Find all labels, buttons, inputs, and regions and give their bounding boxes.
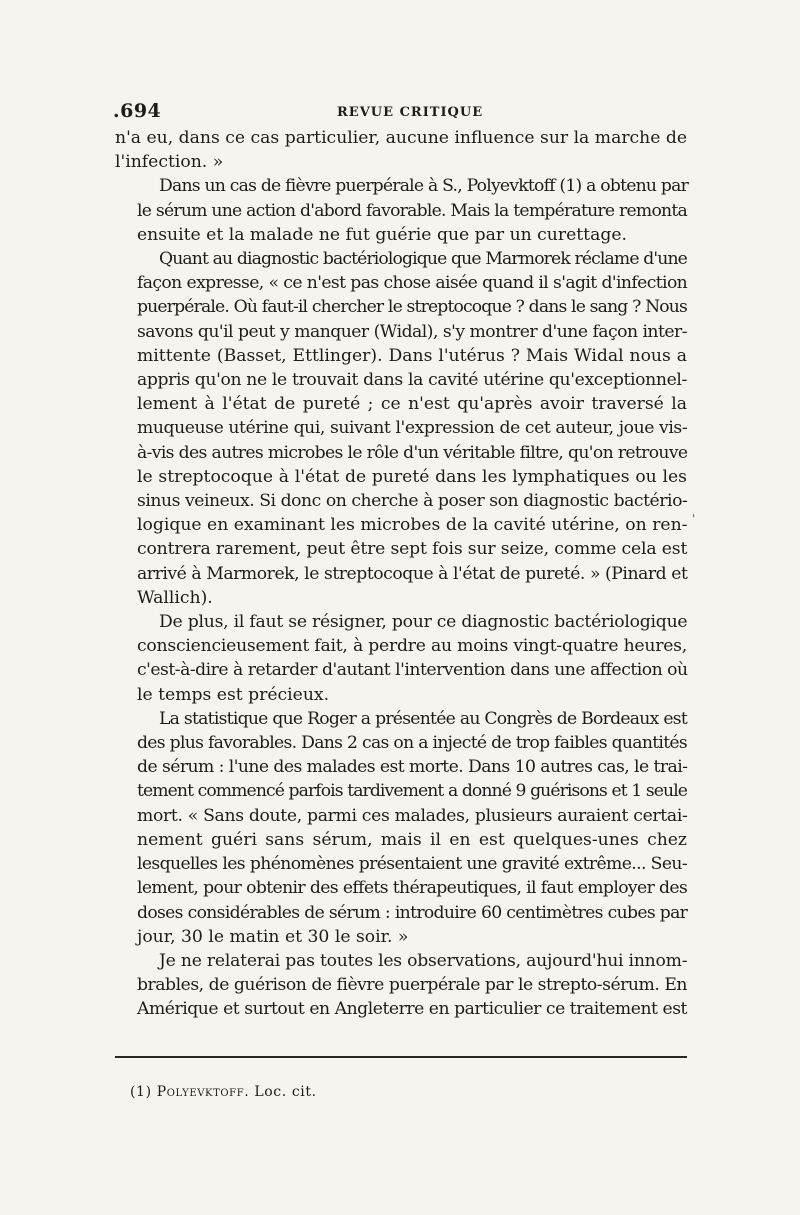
paragraph-2	[115, 174, 687, 247]
text-line: muqueuse utérine qui, suivant l'expression de cet auteur, joue vis-	[137, 418, 688, 439]
text-line: le temps est précieux.	[137, 684, 330, 705]
text-line: sinus veineux. Si donc on cherche à poser son diagnostic bactério-	[137, 491, 688, 512]
text-line: à-vis des autres microbes le rôle d'un véritable filtre, qu'on retrouve	[137, 442, 688, 463]
text-line: Wallich).	[137, 587, 213, 608]
text-line: lement, pour obtenir des effets thérapeutiques, il faut employer des	[137, 878, 688, 899]
text-line: mittente (Basset, Ettlinger). Dans l'utérus ? Mais Widal nous a	[137, 345, 687, 366]
text-line: consciencieusement fait, à perdre au moins vingt-quatre heures,	[137, 636, 687, 657]
body-text	[115, 126, 687, 1022]
page-number: .694	[113, 100, 162, 122]
paragraph-1	[115, 126, 687, 174]
margin-mark: '	[692, 512, 696, 526]
text-line: nement guéri sans sérum, mais il en est quelques-unes chez	[137, 829, 687, 850]
text-line: doses considérables de sérum : introduire 60 centimètres cubes par	[137, 902, 688, 923]
text-line: des plus favorables. Dans 2 cas on a injecté de trop faibles quantités	[137, 733, 687, 754]
text-line: jour, 30 le matin et 30 le soir. »	[137, 926, 409, 947]
text-line: logique en examinant les microbes de la cavité utérine, on ren-	[137, 515, 688, 536]
text-line: lement à l'état de pureté ; ce n'est qu'après avoir traversé la	[137, 394, 687, 415]
text-line: le streptocoque à l'état de pureté dans les lymphatiques ou les	[137, 466, 687, 487]
text-line: l'infection. »	[115, 152, 224, 173]
text-line: arrivé à Marmorek, le streptocoque à l'état de pureté. » (Pinard et	[137, 563, 688, 584]
text-line: le sérum une action d'abord favorable. Mais la température remonta	[137, 200, 687, 221]
text-line: n'a eu, dans ce cas particulier, aucune influence sur la marche de	[115, 128, 688, 148]
paragraph-3	[115, 247, 687, 610]
paragraph-6	[115, 949, 687, 1022]
text-line: Dans un cas de fièvre puerpérale à S., Polyevktoff (1) a obtenu par	[159, 176, 689, 197]
text-line: Quant au diagnostic bactériologique que Marmorek réclame d'une	[159, 249, 687, 270]
page-header	[113, 100, 687, 124]
text-line: puerpérale. Où faut-il chercher le streptocoque ? dans le sang ? Nous	[137, 297, 687, 318]
text-line: brables, de guérison de fièvre puerpérale par le strepto-sérum. En	[137, 975, 687, 996]
text-line: contrera rarement, peut être sept fois sur seize, comme cela est	[137, 539, 688, 560]
text-line: c'est-à-dire à retarder d'autant l'intervention dans une affection où	[137, 660, 688, 681]
text-line: La statistique que Roger a présentée au Congrès de Bordeaux est	[159, 708, 687, 729]
text-line: savons qu'il peut y manquer (Widal), s'y montrer d'une façon inter-	[137, 321, 687, 342]
paragraph-4	[115, 610, 687, 707]
footnote-rule	[115, 1056, 687, 1058]
footnote	[130, 1084, 317, 1100]
footnote-author: Polyevktoff.	[156, 1084, 250, 1100]
footnote-reference: Loc. cit.	[254, 1084, 317, 1100]
text-line: lesquelles les phénomènes présentaient une gravité extrême... Seu-	[137, 854, 687, 875]
text-line: Amérique et surtout en Angleterre en particulier ce traitement est	[137, 999, 687, 1020]
text-line: mort. « Sans doute, parmi ces malades, plusieurs auraient certai-	[137, 805, 688, 826]
text-line: Je ne relaterai pas toutes les observations, aujourd'hui innom-	[159, 950, 688, 971]
text-line: ensuite et la malade ne fut guérie que par un curettage.	[137, 224, 627, 245]
text-line: façon expresse, « ce n'est pas chose aisée quand il s'agit d'infection	[137, 273, 688, 294]
text-line: De plus, il faut se résigner, pour ce diagnostic bactériologique	[159, 612, 688, 633]
text-line: de sérum : l'une des malades est morte. Dans 10 autres cas, le trai-	[137, 757, 688, 778]
paragraph-5	[115, 707, 687, 949]
text-line: tement commencé parfois tardivement a donné 9 guérisons et 1 seule	[137, 781, 688, 802]
running-head: REVUE CRITIQUE	[337, 105, 484, 120]
text-line: appris qu'on ne le trouvait dans la cavité utérine qu'exceptionnel-	[137, 370, 687, 391]
footnote-marker: (1)	[130, 1084, 152, 1100]
